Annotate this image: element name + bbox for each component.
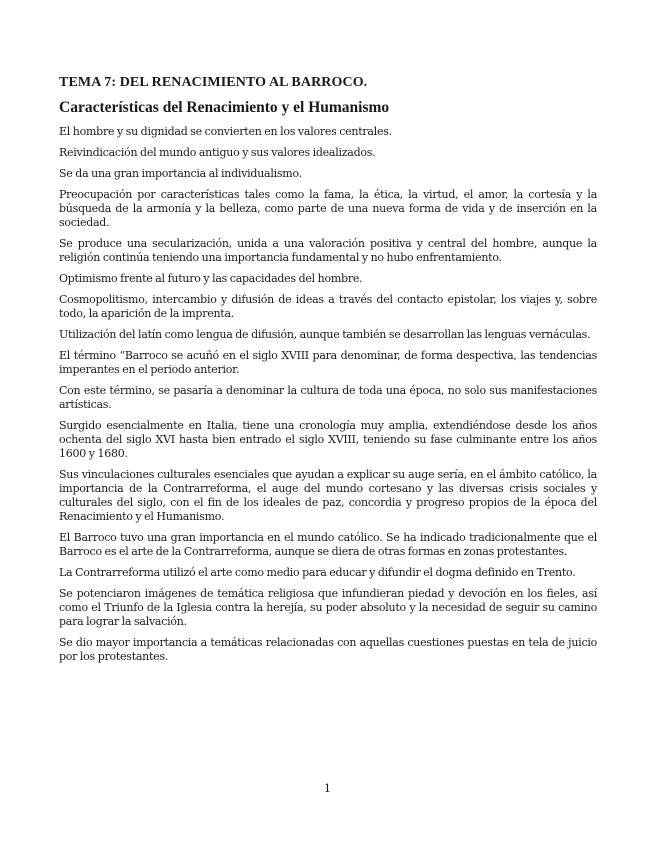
paragraph: Surgido esencialmente en Italia, tiene una cronología muy amplia, extendiéndose desde los años ochenta del siglo XVI hasta bien entrado el siglo XVIII, teniendo su fase culminante entre los años 1600 y 1680. xyxy=(59,419,597,460)
paragraph: Reivindicación del mundo antiguo y sus valores idealizados. xyxy=(59,146,376,159)
paragraph: Cosmopolitismo, intercambio y difusión de ideas a través del contacto epistolar, los viajes y, sobre todo, la aparición de la imprenta. xyxy=(59,293,597,320)
paragraph: Utilización del latín como lengua de difusión, aunque también se desarrollan las lenguas vernáculas. xyxy=(59,328,591,341)
paragraph: Optimismo frente al futuro y las capacidades del hombre. xyxy=(59,272,363,285)
paragraph: Con este término, se pasaría a denominar la cultura de toda una época, no solo sus manifestaciones artísticas. xyxy=(59,384,597,411)
page-number: 1 xyxy=(324,782,331,795)
section-heading: Características del Renacimiento y el Humanismo xyxy=(59,99,390,116)
paragraph: Se da una gran importancia al individualismo. xyxy=(59,167,302,180)
paragraph: El término “Barroco se acuñó en el siglo XVIII para denominar, de forma despectiva, las tendencias imperantes en el periodo anterior. xyxy=(59,349,597,376)
paragraph: Se potenciaron imágenes de temática religiosa que infundieran piedad y devoción en los fieles, así como el Triunfo de la Iglesia contra la herejía, su poder absoluto y la necesidad de seguir su camino para lograr la salvación. xyxy=(59,587,597,628)
paragraph: Sus vinculaciones culturales esenciales que ayudan a explicar su auge sería, en el ámbito católico, la importancia de la Contrarreforma, el auge del mundo cortesano y las diversas crisis sociales y culturales del siglo, con el fin de los ideales de paz, concordia y progreso propios de la época del Renacimiento y el Humanismo. xyxy=(59,468,597,523)
paragraph: Se dio mayor importancia a temáticas relacionadas con aquellas cuestiones puestas en tela de juicio por los protestantes. xyxy=(59,636,597,663)
paragraph: El Barroco tuvo una gran importancia en el mundo católico. Se ha indicado tradicionalmente que el Barroco es el arte de la Contrarreforma, aunque se diera de otras formas en zonas protestantes. xyxy=(59,531,597,558)
paragraph: El hombre y su dignidad se convierten en los valores centrales. xyxy=(59,125,392,138)
paragraph: Preocupación por características tales como la fama, la ética, la virtud, el amor, la cortesía y la búsqueda de la armonía y la belleza, como parte de una nueva forma de vida y de inserción en la sociedad. xyxy=(59,188,597,229)
paragraph: Se produce una secularización, unida a una valoración positiva y central del hombre, aunque la religión continúa teniendo una importancia fundamental y no hubo enfrentamiento. xyxy=(59,237,597,264)
document-page xyxy=(59,74,597,664)
document-title: TEMA 7: DEL RENACIMIENTO AL BARROCO. xyxy=(59,75,368,90)
paragraph: La Contrarreforma utilizó el arte como medio para educar y difundir el dogma definido en Trento. xyxy=(59,566,576,579)
